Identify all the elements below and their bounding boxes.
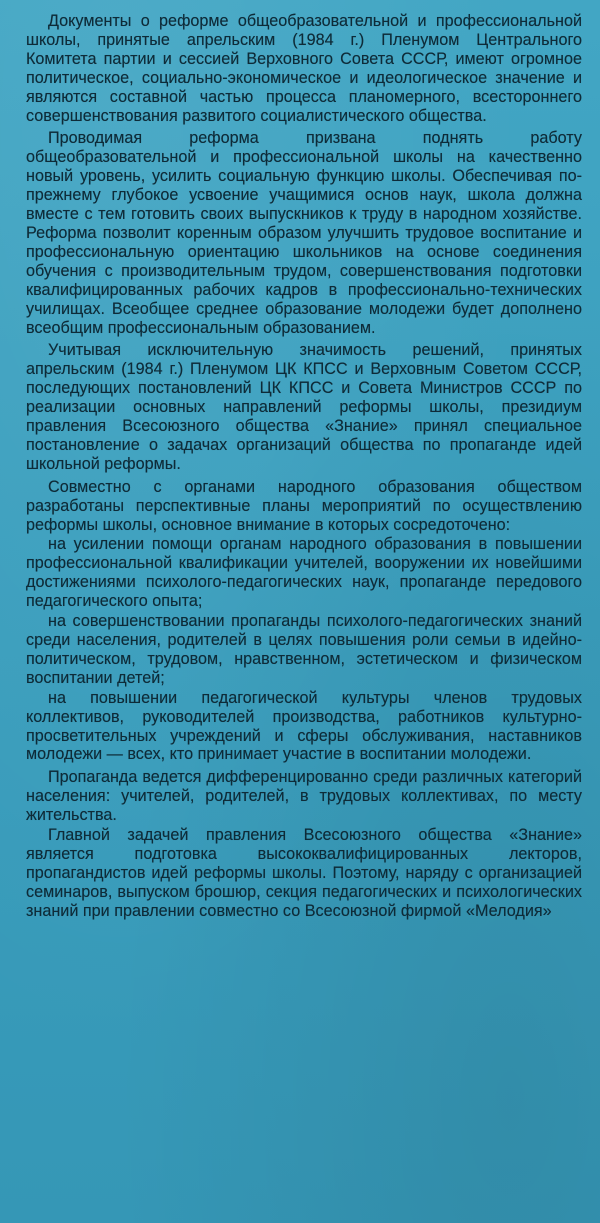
paragraph-item-collectives: на повышении педагогической культуры членов трудовых коллективов, руководителей производства, работников культурно-просветительных учреждений и сферы обслуживания, наставников молодежи — всех, кто принимает участие в воспитании молодежи. [26,688,582,764]
paragraph-main-task: Главной задачей правления Всесоюзного общества «Знание» является подготовка высококвалифицированных лекторов, пропагандистов идей реформы школы. Поэтому, наряду с организацией семинаров, выпуском брошюр, секция педагогических и психологических знаний при правлении совместно со Всесоюзной фирмой «Мелодия» [26,826,582,920]
paragraph-reform-documents: Документы о реформе общеобразовательной и профессиональной школы, принятые апрельским (1984 г.) Пленумом Центрального Комитета партии и сессией Верховного Совета СССР, имеют огромное политическое, социально-экономическое и идеологическое значение и являются составной частью процесса планомерного, всестороннего совершенствования развитого социалистического общества. [26,12,582,125]
paragraph-item-parents: на совершенствовании пропаганды психолого-педагогических знаний среди населения, родителей в целях повышения роли семьи в идейно-политическом, трудовом, нравственном, эстетическом и физическом воспитании детей; [26,612,582,687]
document-body [26,12,582,921]
paragraph-znanie-resolution: Учитывая исключительную значимость решений, принятых апрельским (1984 г.) Пленумом ЦК КПСС и Верховным Советом СССР, последующих постановлений ЦК КПСС и Совета Министров СССР по реализации основных направлений реформы школы, президиум правления Всесоюзного общества «Знание» принял специальное постановление о задачах организаций общества по пропаганде идей школьной реформы. [26,341,582,473]
paragraph-propaganda-groups: Пропаганда ведется дифференцированно среди различных категорий населения: учителей, родителей, в трудовых коллективах, по месту жительства. [26,768,582,825]
paragraph-item-teachers: на усилении помощи органам народного образования в повышении профессиональной квалификации учителей, вооружении их новейшими достижениями психолого-педагогических наук, пропаганде передового педагогического опыта; [26,535,582,611]
paragraph-reform-goals: Проводимая реформа призвана поднять работу общеобразовательной и профессиональной школы на качественно новый уровень, усилить социальную функцию школы. Обеспечивая по-прежнему глубокое усвоение учащимися основ наук, школа должна вместе с тем готовить своих выпускников к труду в народном хозяйстве. Реформа позволит коренным образом улучшить трудовое воспитание и профессиональную ориентацию школьников на основе соединения обучения с производительным трудом, совершенствования подготовки квалифицированных рабочих кадров в профессионально-технических училищах. Всеобщее среднее образование молодежи будет дополнено всеобщим профессиональным образованием. [26,129,582,337]
paragraph-plans-intro: Совместно с органами народного образования обществом разработаны перспективные планы мероприятий по осуществлению реформы школы, основное внимание в которых сосредоточено: [26,477,582,534]
